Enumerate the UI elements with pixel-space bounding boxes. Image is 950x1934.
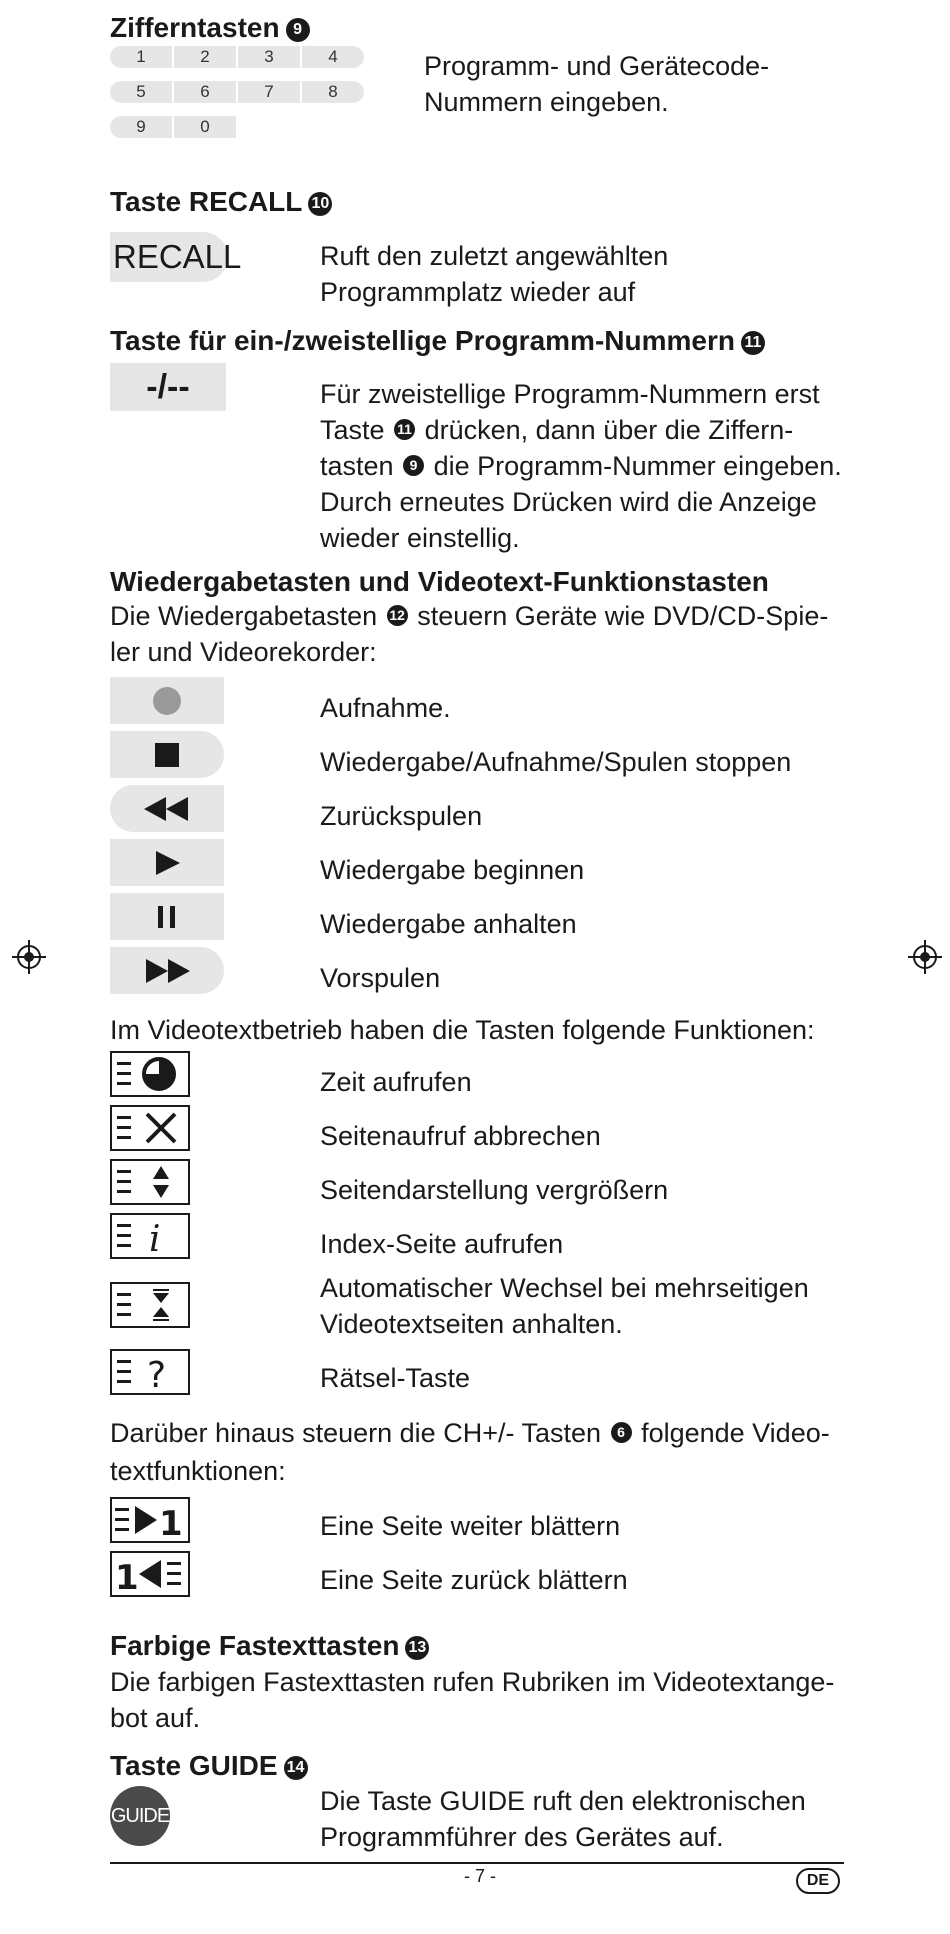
teletext-page-back-icon	[113, 1554, 187, 1594]
intro-text: Die Wiedergabetasten	[110, 601, 378, 631]
recall-description	[320, 238, 668, 310]
pause-button[interactable]	[110, 893, 224, 940]
desc-line: bot auf.	[110, 1703, 201, 1733]
teletext-label: Eine Seite zurück blättern	[320, 1565, 628, 1595]
svg-text:?: ?	[147, 1355, 167, 1392]
digit-key-2[interactable]: 2	[174, 46, 236, 68]
ref-badge: 9	[286, 18, 310, 42]
registration-mark-icon	[12, 940, 46, 974]
intro-line	[110, 598, 828, 634]
digit-mode-button[interactable]: -/--	[110, 363, 226, 411]
teletext-label-line: Automatischer Wechsel bei mehrseitigen	[320, 1273, 809, 1303]
digit-key-1[interactable]: 1	[110, 46, 172, 68]
play-button[interactable]	[110, 839, 224, 886]
desc-line: Programmführer des Gerätes auf.	[320, 1822, 724, 1852]
recall-desc-line: Ruft den zuletzt angewählten	[320, 241, 669, 271]
language-badge: DE	[796, 1868, 840, 1894]
digits-desc-line: Nummern eingeben.	[424, 87, 669, 117]
teletext-index-icon	[113, 1216, 187, 1256]
record-icon	[152, 686, 182, 716]
ref-badge: 11	[394, 419, 415, 440]
desc-line	[320, 412, 842, 448]
ref-badge: 12	[387, 605, 408, 626]
fast-forward-button[interactable]	[110, 947, 224, 994]
desc-text: drücken, dann über die Ziffern-	[424, 415, 794, 445]
digit-key-3[interactable]: 3	[238, 46, 300, 68]
teletext-label: Seitendarstellung vergrößern	[320, 1175, 669, 1205]
digit-mode-heading-text: Taste für ein-/zweistellige Programm-Nummern	[110, 325, 735, 356]
guide-description	[320, 1783, 806, 1855]
ch-intro	[110, 1414, 830, 1490]
teletext-intro: Im Videotextbetrieb haben die Tasten folgende Funktionen:	[110, 1015, 815, 1045]
teletext-page-forward-icon	[113, 1500, 187, 1540]
teletext-time-button[interactable]	[110, 1051, 190, 1097]
pause-icon	[155, 903, 179, 931]
teletext-hold-icon	[113, 1285, 187, 1325]
fastext-heading-text: Farbige Fastexttasten	[110, 1630, 400, 1661]
teletext-index-button[interactable]	[110, 1213, 190, 1259]
digit-key-4[interactable]: 4	[302, 46, 364, 68]
recall-heading-text: Taste RECALL	[110, 186, 303, 217]
teletext-page-forward-button[interactable]	[110, 1497, 190, 1543]
teletext-page-back-button[interactable]	[110, 1551, 190, 1597]
ref-badge: 6	[611, 1422, 632, 1443]
teletext-label: Rätsel-Taste	[320, 1363, 471, 1393]
digits-heading	[110, 12, 310, 44]
playback-label: Zurückspulen	[320, 801, 483, 831]
ref-badge: 14	[284, 1756, 308, 1780]
digits-desc-line: Programm- und Gerätecode-	[424, 51, 770, 81]
teletext-reveal-icon	[113, 1352, 187, 1392]
intro-text: steuern Geräte wie DVD/CD-Spie-	[417, 601, 829, 631]
teletext-size-icon	[113, 1162, 187, 1202]
teletext-label: Seitenaufruf abbrechen	[320, 1121, 601, 1151]
desc-line: Die Taste GUIDE ruft den elektronischen	[320, 1786, 806, 1816]
registration-mark-icon	[908, 940, 942, 974]
svg-text:1: 1	[159, 1504, 183, 1540]
teletext-cancel-icon	[113, 1108, 187, 1148]
playback-label: Wiedergabe/Aufnahme/Spulen stoppen	[320, 747, 792, 777]
guide-button[interactable]: GUIDE	[110, 1786, 170, 1846]
teletext-size-button[interactable]	[110, 1159, 190, 1205]
fast-forward-icon	[142, 958, 192, 984]
recall-button[interactable]: RECALL	[110, 232, 228, 282]
digit-key-8[interactable]: 8	[302, 81, 364, 103]
teletext-label	[320, 1270, 809, 1342]
ref-badge: 13	[405, 1636, 429, 1660]
digit-key-6[interactable]: 6	[174, 81, 236, 103]
teletext-reveal-button[interactable]	[110, 1349, 190, 1395]
digit-mode-description	[320, 376, 842, 556]
svg-text:1: 1	[115, 1558, 139, 1594]
teletext-label: Zeit aufrufen	[320, 1067, 472, 1097]
fastext-heading	[110, 1630, 429, 1662]
footer-rule	[110, 1862, 844, 1864]
playback-heading: Wiedergabetasten und Videotext-Funktionstasten	[110, 566, 769, 597]
teletext-label: Eine Seite weiter blättern	[320, 1511, 621, 1541]
intro-text: Darüber hinaus steuern die CH+/- Tasten	[110, 1418, 602, 1448]
play-icon	[152, 849, 182, 877]
playback-label: Aufnahme.	[320, 693, 451, 723]
ref-badge: 11	[741, 331, 765, 355]
digits-heading-text: Zifferntasten	[110, 12, 280, 43]
desc-line: Durch erneutes Drücken wird die Anzeige	[320, 487, 817, 517]
desc-line: Für zweistellige Programm-Nummern erst	[320, 379, 820, 409]
page-number: - 7 -	[463, 1866, 496, 1886]
desc-line: Die farbigen Fastexttasten rufen Rubriken im Videotextange-	[110, 1667, 835, 1697]
desc-text: Taste	[320, 415, 385, 445]
digit-key-9[interactable]: 9	[110, 116, 172, 138]
teletext-label-line: Videotextseiten anhalten.	[320, 1309, 623, 1339]
rewind-button[interactable]	[110, 785, 224, 832]
recall-heading	[110, 186, 332, 218]
intro-line: textfunktionen:	[110, 1456, 286, 1486]
playback-label: Wiedergabe anhalten	[320, 909, 577, 939]
intro-line	[110, 1414, 830, 1452]
teletext-time-icon	[113, 1054, 187, 1094]
record-button[interactable]	[110, 677, 224, 724]
ref-badge: 9	[403, 455, 424, 476]
desc-text: tasten	[320, 451, 394, 481]
ref-badge: 10	[308, 192, 332, 216]
intro-line: ler und Videorekorder:	[110, 637, 377, 667]
guide-heading-text: Taste GUIDE	[110, 1750, 278, 1781]
desc-line: wieder einstellig.	[320, 523, 520, 553]
digits-description	[424, 48, 769, 120]
svg-text:i: i	[149, 1219, 161, 1256]
desc-line	[320, 448, 842, 484]
intro-text: folgende Video-	[641, 1418, 830, 1448]
recall-desc-line: Programmplatz wieder auf	[320, 277, 636, 307]
playback-label: Vorspulen	[320, 963, 441, 993]
teletext-cancel-button[interactable]	[110, 1105, 190, 1151]
teletext-hold-button[interactable]	[110, 1282, 190, 1328]
stop-icon	[153, 741, 181, 769]
teletext-label: Index-Seite aufrufen	[320, 1229, 564, 1259]
digit-mode-heading	[110, 325, 765, 357]
digit-key-0[interactable]: 0	[174, 116, 236, 138]
desc-text: die Programm-Nummer eingeben.	[433, 451, 842, 481]
playback-intro	[110, 598, 828, 670]
playback-label: Wiedergabe beginnen	[320, 855, 585, 885]
digit-key-5[interactable]: 5	[110, 81, 172, 103]
guide-heading	[110, 1750, 308, 1782]
rewind-icon	[142, 796, 192, 822]
fastext-description	[110, 1664, 834, 1736]
stop-button[interactable]	[110, 731, 224, 778]
digit-key-7[interactable]: 7	[238, 81, 300, 103]
